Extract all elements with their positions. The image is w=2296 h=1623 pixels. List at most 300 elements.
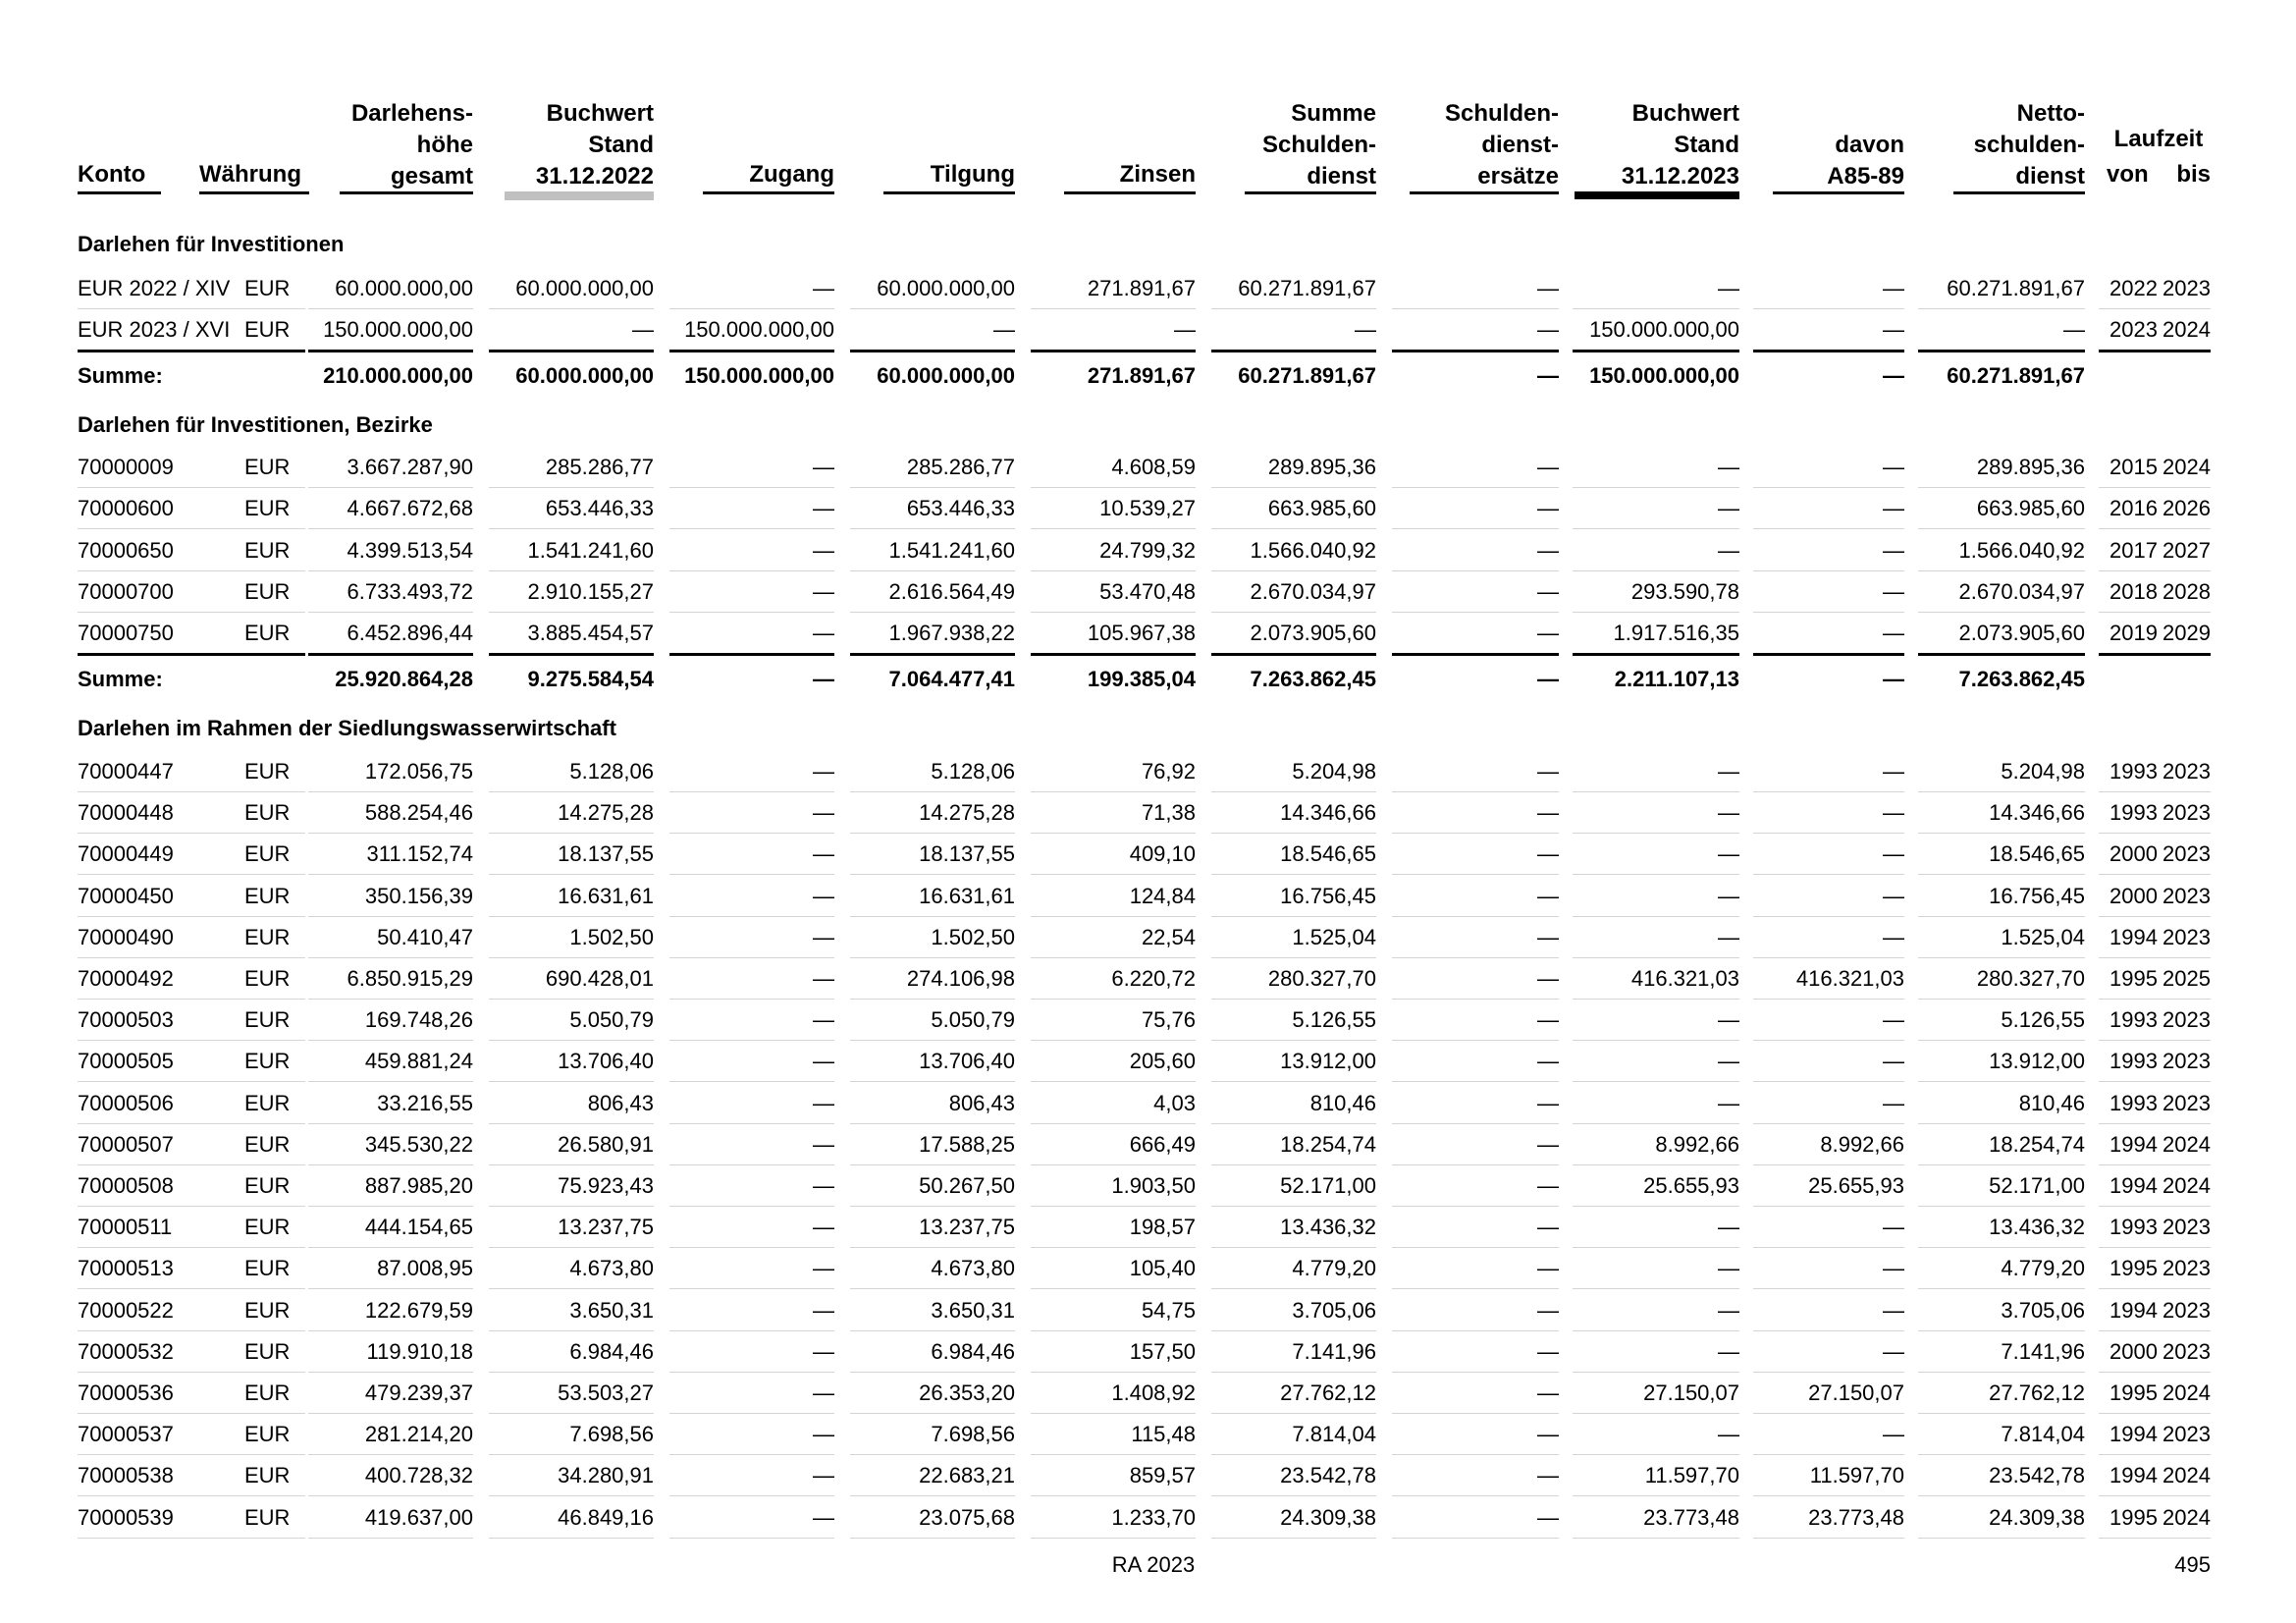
table-cell-hoehe: 4.667.672,68 [347,496,473,520]
table-cell-bis: 2023 [2163,800,2211,825]
table-cell-ersatz: — [1537,966,1559,991]
row-separator [1031,1288,1196,1289]
row-separator [669,833,834,834]
table-cell-bis: 2025 [2163,966,2211,991]
table-cell-zinsen: 115,48 [1131,1422,1196,1446]
row-separator [1211,487,1376,488]
sum-cell-hoehe: 210.000.000,00 [323,363,473,388]
table-cell-zinsen: 205,60 [1129,1049,1196,1073]
table-cell-bw2023: — [1718,1298,1739,1323]
row-separator [1918,570,2085,571]
row-separator [1918,957,2085,958]
sum-cell-bw2023: 150.000.000,00 [1589,363,1739,388]
table-cell-zugang: — [813,1091,834,1115]
header-rule-netto [1953,191,2085,194]
row-separator [850,612,1015,613]
table-cell-tilgung: 4.673,80 [931,1256,1015,1280]
row-separator [2099,999,2211,1000]
row-separator [850,487,1015,488]
row-separator [1031,1247,1196,1248]
row-separator [1573,1123,1739,1124]
table-cell-von: 2000 [2109,841,2158,866]
table-cell-davon: — [1883,455,1904,479]
table-cell-ersatz: — [1537,455,1559,479]
table-cell-konto: 70000448 [78,800,174,825]
table-cell-summe: 18.546,65 [1280,841,1376,866]
table-cell-bw2022: 653.446,33 [545,496,654,520]
sum-cell-summe: 7.263.862,45 [1250,667,1376,691]
row-separator [1211,612,1376,613]
row-separator [1918,791,2085,792]
row-separator [1573,916,1739,917]
table-cell-zinsen: 1.408,92 [1111,1380,1196,1405]
table-cell-konto: 70000511 [78,1215,173,1239]
row-separator [1392,1123,1559,1124]
row-separator [1031,308,1196,309]
table-cell-bw2022: 34.280,91 [558,1463,654,1488]
row-separator [669,308,834,309]
table-cell-zugang: — [813,1298,834,1323]
table-cell-netto: 13.436,32 [1989,1215,2085,1239]
row-separator [850,1413,1015,1414]
row-separator [489,1538,654,1539]
row-separator [1573,1247,1739,1248]
table-cell-bw2022: 75.923,43 [558,1173,654,1198]
table-cell-konto: 70000650 [78,538,174,563]
row-separator [1918,833,2085,834]
row-separator [308,874,473,875]
table-cell-von: 1994 [2109,925,2158,949]
row-separator [2099,612,2211,613]
table-cell-tilgung: 16.631,61 [919,884,1015,908]
row-separator [1573,528,1739,529]
table-cell-hoehe: 50.410,47 [377,925,473,949]
table-cell-summe: 60.271.891,67 [1238,276,1376,300]
table-cell-tilgung: 5.128,06 [931,759,1015,784]
table-cell-summe: 7.814,04 [1292,1422,1376,1446]
row-separator [850,1330,1015,1331]
table-cell-tilgung: 7.698,56 [931,1422,1015,1446]
row-separator [489,1247,654,1248]
table-cell-bw2023: — [1718,1007,1739,1032]
table-cell-tilgung: 1.541.241,60 [888,538,1015,563]
row-separator [669,528,834,529]
table-cell-konto: 70000750 [78,621,174,645]
table-cell-hoehe: 3.667.287,90 [347,455,473,479]
row-separator [244,570,303,571]
row-separator [1031,833,1196,834]
table-cell-hoehe: 444.154,65 [364,1215,473,1239]
row-separator [1211,1538,1376,1539]
table-cell-bw2023: — [1718,1256,1739,1280]
table-cell-waehrung: EUR [244,1422,291,1446]
table-cell-summe: 2.670.034,97 [1250,579,1376,604]
table-cell-ersatz: — [1537,1007,1559,1032]
row-separator [1918,1330,2085,1331]
table-cell-zinsen: 198,57 [1129,1215,1196,1239]
row-separator [489,791,654,792]
table-cell-zugang: — [813,759,834,784]
table-cell-bw2022: 53.503,27 [558,1380,654,1405]
table-cell-tilgung: 14.275,28 [919,800,1015,825]
table-cell-netto: 3.705,06 [2001,1298,2085,1323]
table-cell-zugang: — [813,496,834,520]
row-separator [1753,1288,1904,1289]
sum-cell-konto: Summe: [78,667,163,691]
table-cell-davon: — [1883,1339,1904,1364]
row-separator [489,1454,654,1455]
row-separator [850,874,1015,875]
row-separator [1753,1040,1904,1041]
table-cell-von: 1993 [2109,1049,2158,1073]
table-cell-hoehe: 311.152,74 [366,841,473,866]
table-cell-zinsen: — [1174,317,1196,342]
sum-cell-ersatz: — [1537,363,1559,388]
row-separator [2099,1206,2211,1207]
table-cell-davon: — [1883,1298,1904,1323]
row-separator [2099,1372,2211,1373]
row-separator [850,957,1015,958]
row-separator [1392,999,1559,1000]
row-separator [489,1040,654,1041]
row-separator [1031,791,1196,792]
row-separator [1753,999,1904,1000]
row-separator [2099,1538,2211,1539]
table-cell-bw2023: — [1718,496,1739,520]
table-cell-waehrung: EUR [244,1007,291,1032]
row-separator [850,791,1015,792]
table-cell-hoehe: 33.216,55 [377,1091,473,1115]
table-cell-bw2023: — [1718,759,1739,784]
table-cell-netto: 60.271.891,67 [1947,276,2085,300]
table-cell-bis: 2027 [2163,538,2211,563]
table-cell-ersatz: — [1537,1256,1559,1280]
table-cell-netto: 2.670.034,97 [1958,579,2085,604]
section-title: Darlehen für Investitionen [78,232,345,256]
table-cell-netto: 7.814,04 [2001,1422,2085,1446]
table-cell-netto: 1.525,04 [2001,925,2085,949]
table-cell-waehrung: EUR [244,317,291,342]
row-separator [1211,1372,1376,1373]
sum-cell-konto: Summe: [78,363,163,388]
table-cell-von: 2016 [2109,496,2158,520]
table-cell-bw2023: — [1718,841,1739,866]
row-separator [489,874,654,875]
row-separator [669,1288,834,1289]
row-separator [1031,1164,1196,1165]
table-cell-netto: 663.985,60 [1976,496,2085,520]
table-cell-hoehe: 459.881,24 [364,1049,473,1073]
table-cell-konto: 70000492 [78,966,174,991]
table-cell-summe: 5.204,98 [1292,759,1376,784]
table-cell-waehrung: EUR [244,538,291,563]
row-separator [1753,1372,1904,1373]
row-separator [1392,791,1559,792]
table-cell-bis: 2026 [2163,496,2211,520]
table-cell-konto: 70000503 [78,1007,174,1032]
table-cell-hoehe: 119.910,18 [366,1339,473,1364]
row-separator [1573,1081,1739,1082]
table-cell-zinsen: 271.891,67 [1087,276,1196,300]
row-separator [489,1330,654,1331]
sum-rule [669,653,834,656]
row-separator [1753,487,1904,488]
row-separator [1753,1164,1904,1165]
row-separator [1918,612,2085,613]
table-cell-waehrung: EUR [244,276,291,300]
table-cell-zinsen: 1.903,50 [1111,1173,1196,1198]
row-separator [308,999,473,1000]
table-cell-bw2022: 6.984,46 [569,1339,654,1364]
row-separator [308,1123,473,1124]
table-cell-tilgung: 13.237,75 [919,1215,1015,1239]
table-cell-zugang: 150.000.000,00 [684,317,834,342]
row-separator [1031,999,1196,1000]
table-cell-zugang: — [813,884,834,908]
table-cell-konto: 70000449 [78,841,174,866]
row-separator [244,528,303,529]
table-cell-waehrung: EUR [244,966,291,991]
footer-report-title: RA 2023 [1111,1552,1196,1577]
table-cell-davon: 8.992,66 [1820,1132,1904,1157]
row-separator [244,1164,303,1165]
header-bis: bis [2176,161,2211,188]
table-cell-bw2023: 27.150,07 [1643,1380,1739,1405]
sum-rule [850,653,1015,656]
table-cell-bis: 2023 [2163,1049,2211,1073]
table-cell-tilgung: 1.502,50 [931,925,1015,949]
table-cell-netto: 13.912,00 [1989,1049,2085,1073]
row-separator [244,957,303,958]
table-cell-konto: 70000490 [78,925,174,949]
header-rule-buchwert-2022 [505,191,654,200]
row-separator [1392,1247,1559,1248]
sum-rule [308,350,473,352]
row-separator [1918,874,2085,875]
table-cell-netto: 810,46 [2018,1091,2085,1115]
table-cell-ersatz: — [1537,1339,1559,1364]
table-cell-bw2022: 14.275,28 [558,800,654,825]
row-separator [1573,1330,1739,1331]
sum-rule [1573,653,1739,656]
sum-rule [1211,653,1376,656]
row-separator [244,1372,303,1373]
table-cell-von: 1993 [2109,1215,2158,1239]
row-separator [1918,1081,2085,1082]
sum-rule [2099,350,2211,352]
table-cell-davon: 27.150,07 [1808,1380,1904,1405]
table-cell-bw2023: — [1718,1422,1739,1446]
table-cell-konto: 70000507 [78,1132,174,1157]
table-cell-bis: 2023 [2163,1298,2211,1323]
row-separator [1918,1413,2085,1414]
sum-rule [1918,350,2085,352]
table-cell-hoehe: 4.399.513,54 [347,538,473,563]
row-separator [1573,957,1739,958]
table-cell-waehrung: EUR [244,1505,291,1530]
header-konto: Konto [78,161,146,188]
row-separator [850,999,1015,1000]
row-separator [669,1081,834,1082]
row-separator [669,1247,834,1248]
table-cell-bw2023: — [1718,276,1739,300]
row-separator [1392,1164,1559,1165]
table-cell-bis: 2024 [2163,1380,2211,1405]
row-separator [1573,570,1739,571]
table-cell-konto: 70000513 [78,1256,174,1280]
sum-cell-hoehe: 25.920.864,28 [335,667,473,691]
table-cell-davon: 11.597,70 [1809,1463,1904,1488]
table-cell-zinsen: 1.233,70 [1111,1505,1196,1530]
table-cell-bw2023: — [1718,884,1739,908]
table-cell-bis: 2023 [2163,759,2211,784]
row-separator [1573,1288,1739,1289]
table-cell-tilgung: 653.446,33 [906,496,1015,520]
header-rule-tilgung [883,191,1015,194]
table-cell-von: 1995 [2109,1256,2158,1280]
header-zugang: Zugang [749,161,834,188]
table-cell-konto: 70000539 [78,1505,174,1530]
table-cell-bis: 2023 [2163,1422,2211,1446]
row-separator [850,833,1015,834]
row-separator [308,1164,473,1165]
table-cell-summe: 280.327,70 [1267,966,1376,991]
table-cell-tilgung: 5.050,79 [931,1007,1015,1032]
table-cell-davon: — [1883,925,1904,949]
table-cell-bis: 2024 [2163,1132,2211,1157]
table-cell-summe: 14.346,66 [1280,800,1376,825]
table-cell-von: 1993 [2109,759,2158,784]
table-cell-netto: 4.779,20 [2001,1256,2085,1280]
table-cell-bw2023: 23.773,48 [1643,1505,1739,1530]
row-separator [669,487,834,488]
row-separator [244,487,303,488]
page-number: 495 [2174,1552,2211,1577]
row-separator [669,1330,834,1331]
table-cell-netto: 5.204,98 [2001,759,2085,784]
sum-rule [1031,350,1196,352]
row-separator [308,1413,473,1414]
table-cell-zugang: — [813,1256,834,1280]
row-separator [669,570,834,571]
header-laufzeit: Laufzeit [2113,126,2204,152]
table-cell-davon: — [1883,1091,1904,1115]
row-separator [669,1123,834,1124]
row-separator [308,833,473,834]
row-separator [1211,1288,1376,1289]
row-separator [2099,1454,2211,1455]
row-separator [308,1206,473,1207]
table-cell-waehrung: EUR [244,496,291,520]
table-cell-hoehe: 281.214,20 [364,1422,473,1446]
table-cell-waehrung: EUR [244,455,291,479]
row-separator [1753,308,1904,309]
table-cell-ersatz: — [1537,621,1559,645]
row-separator [1392,570,1559,571]
row-separator [850,1164,1015,1165]
table-cell-davon: — [1883,1215,1904,1239]
table-cell-tilgung: 1.967.938,22 [888,621,1015,645]
row-separator [1211,791,1376,792]
row-separator [308,1040,473,1041]
row-separator [2099,791,2211,792]
sum-rule [1753,350,1904,352]
table-cell-zugang: — [813,925,834,949]
row-separator [308,1247,473,1248]
table-cell-davon: 25.655,93 [1808,1173,1904,1198]
table-cell-waehrung: EUR [244,1215,291,1239]
table-cell-davon: — [1883,621,1904,645]
table-cell-summe: 2.073.905,60 [1250,621,1376,645]
row-separator [1211,1495,1376,1496]
table-cell-zinsen: 409,10 [1129,841,1196,866]
header-waehrung: Währung [199,161,301,188]
table-cell-summe: 13.436,32 [1280,1215,1376,1239]
table-cell-waehrung: EUR [244,925,291,949]
table-cell-konto: 70000532 [78,1339,174,1364]
row-separator [1211,1454,1376,1455]
table-cell-zinsen: 859,57 [1129,1463,1196,1488]
row-separator [1211,1164,1376,1165]
table-cell-bw2022: — [632,317,654,342]
row-separator [669,957,834,958]
table-cell-netto: 1.566.040,92 [1958,538,2085,563]
table-cell-bis: 2024 [2163,317,2211,342]
table-cell-netto: 18.254,74 [1989,1132,2085,1157]
sum-cell-tilgung: 7.064.477,41 [888,667,1015,691]
table-cell-zinsen: 105,40 [1129,1256,1196,1280]
table-cell-zinsen: 24.799,32 [1099,538,1196,563]
table-cell-zugang: — [813,1215,834,1239]
table-cell-bw2022: 2.910.155,27 [527,579,654,604]
row-separator [1392,833,1559,834]
row-separator [669,612,834,613]
table-cell-davon: — [1883,759,1904,784]
table-cell-zinsen: 4.608,59 [1111,455,1196,479]
table-cell-bw2023: 150.000.000,00 [1589,317,1739,342]
row-separator [2099,916,2211,917]
row-separator [1211,1123,1376,1124]
table-cell-summe: 1.525,04 [1292,925,1376,949]
table-cell-konto: 70000536 [78,1380,174,1405]
row-separator [489,999,654,1000]
sum-rule [850,350,1015,352]
table-cell-von: 1994 [2109,1298,2158,1323]
table-cell-hoehe: 172.056,75 [364,759,473,784]
table-cell-davon: 416.321,03 [1795,966,1904,991]
table-cell-bis: 2023 [2163,1007,2211,1032]
table-cell-bis: 2029 [2163,621,2211,645]
row-separator [1392,1454,1559,1455]
row-separator [489,957,654,958]
sum-cell-zinsen: 271.891,67 [1087,363,1196,388]
table-cell-bw2022: 1.502,50 [569,925,654,949]
table-cell-bw2023: 8.992,66 [1655,1132,1739,1157]
table-cell-waehrung: EUR [244,1132,291,1157]
row-separator [1392,1040,1559,1041]
row-separator [1918,916,2085,917]
table-cell-waehrung: EUR [244,1091,291,1115]
row-separator [244,1330,303,1331]
row-separator [1211,1330,1376,1331]
table-cell-zugang: — [813,1380,834,1405]
row-separator [1392,957,1559,958]
table-cell-ersatz: — [1537,317,1559,342]
row-separator [1211,833,1376,834]
table-cell-zugang: — [813,841,834,866]
row-separator [1031,1206,1196,1207]
row-separator [244,791,303,792]
